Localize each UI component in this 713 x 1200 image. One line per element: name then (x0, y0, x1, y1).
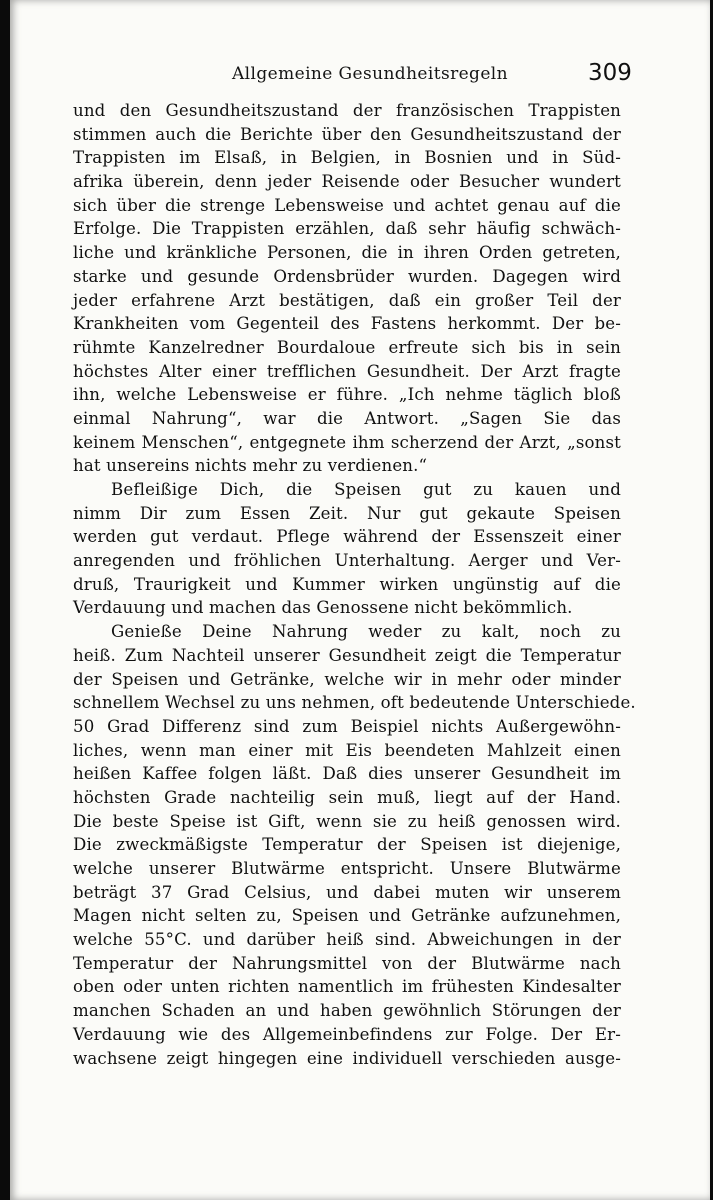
text-line: Krankheiten vom Gegenteil des Fastens herkommt. Der be- (73, 314, 621, 334)
text-line: werden gut verdaut. Pflege während der Essenszeit einer (73, 527, 621, 547)
text-line: Verdauung und machen das Genossene nicht bekömmlich. (73, 598, 573, 618)
text-line: einmal Nahrung“, war die Antwort. „Sagen Sie das (73, 408, 621, 428)
text-line: Temperatur der Nahrungsmittel von der Blutwärme nach (73, 953, 621, 973)
text-line: Genieße Deine Nahrung weder zu kalt, noch zu (111, 622, 621, 642)
text-line: keinem Menschen“, entgegnete ihm scherzend der Arzt, „sonst (73, 432, 621, 452)
text-line: jeder erfahrene Arzt bestätigen, daß ein großer Teil der (73, 290, 621, 310)
text-line: schnellem Wechsel zu uns nehmen, oft bedeutende Unterschiede. (73, 693, 636, 713)
text-line: starke und gesunde Ordensbrüder wurden. Dagegen wird (73, 266, 621, 286)
text-line: Trappisten im Elsaß, in Belgien, in Bosnien und in Süd- (73, 148, 621, 168)
text-line: ihn, welche Lebensweise er führe. „Ich nehme täglich bloß (73, 385, 621, 405)
text-line: liche und kränkliche Personen, die in ihren Orden getreten, (73, 243, 621, 263)
text-line: 50 Grad Differenz sind zum Beispiel nichts Außergewöhn- (73, 716, 621, 736)
text-line: liches, wenn man einer mit Eis beendeten Mahlzeit einen (73, 740, 621, 760)
text-line: Magen nicht selten zu, Speisen und Getränke aufzunehmen, (73, 906, 621, 926)
text-line: sich über die strenge Lebensweise und achtet genau auf die (73, 195, 621, 215)
text-line: manchen Schaden an und haben gewöhnlich Störungen der (73, 1001, 621, 1021)
running-head: Allgemeine Gesundheitsregeln (232, 64, 508, 84)
text-line: oben oder unten richten namentlich im frühesten Kindesalter (73, 977, 621, 997)
text-line: und den Gesundheitszustand der französischen Trappisten (73, 101, 621, 120)
text-line: der Speisen und Getränke, welche wir in mehr oder minder (73, 669, 621, 689)
text-line: Befleißige Dich, die Speisen gut zu kauen und (111, 480, 621, 499)
text-line: höchstes Alter einer trefflichen Gesundheit. Der Arzt fragte (73, 361, 621, 381)
text-line: druß, Traurigkeit und Kummer wirken ungünstig auf die (73, 574, 621, 594)
book-page (10, 0, 710, 1200)
text-line: welche 55°C. und darüber heiß sind. Abweichungen in der (73, 930, 621, 950)
text-line: wachsene zeigt hingegen eine individuell verschieden ausge- (73, 1048, 621, 1068)
text-line: Erfolge. Die Trappisten erzählen, daß sehr häufig schwäch- (73, 219, 621, 239)
text-line: welche unserer Blutwärme entspricht. Unsere Blutwärme (73, 859, 621, 878)
text-line: anregenden und fröhlichen Unterhaltung. Aerger und Ver- (73, 551, 621, 571)
text-line: afrika überein, denn jeder Reisende oder Besucher wundert (73, 172, 621, 192)
text-line: rühmte Kanzelredner Bourdaloue erfreute sich bis in sein (73, 337, 621, 357)
text-line: höchsten Grade nachteilig sein muß, liegt auf der Hand. (73, 787, 621, 807)
text-line: Die beste Speise ist Gift, wenn sie zu heiß genossen wird. (73, 811, 621, 831)
text-line: hat unsereins nichts mehr zu verdienen.“ (73, 456, 428, 476)
page-number: 309 (588, 60, 632, 86)
text-line: heiß. Zum Nachteil unserer Gesundheit zeigt die Temperatur (73, 645, 621, 665)
text-line: heißen Kaffee folgen läßt. Daß dies unserer Gesundheit im (73, 764, 621, 784)
body-text (73, 99, 636, 1070)
text-line: Die zweckmäßigste Temperatur der Speisen ist diejenige, (73, 835, 621, 855)
text-line: beträgt 37 Grad Celsius, und dabei muten wir unserem (73, 882, 621, 902)
text-line: nimm Dir zum Essen Zeit. Nur gut gekaute Speisen (73, 503, 621, 523)
text-line: Verdauung wie des Allgemeinbefindens zur Folge. Der Er- (73, 1024, 621, 1044)
text-line: stimmen auch die Berichte über den Gesundheitszustand der (73, 124, 621, 144)
page-header (10, 56, 710, 96)
